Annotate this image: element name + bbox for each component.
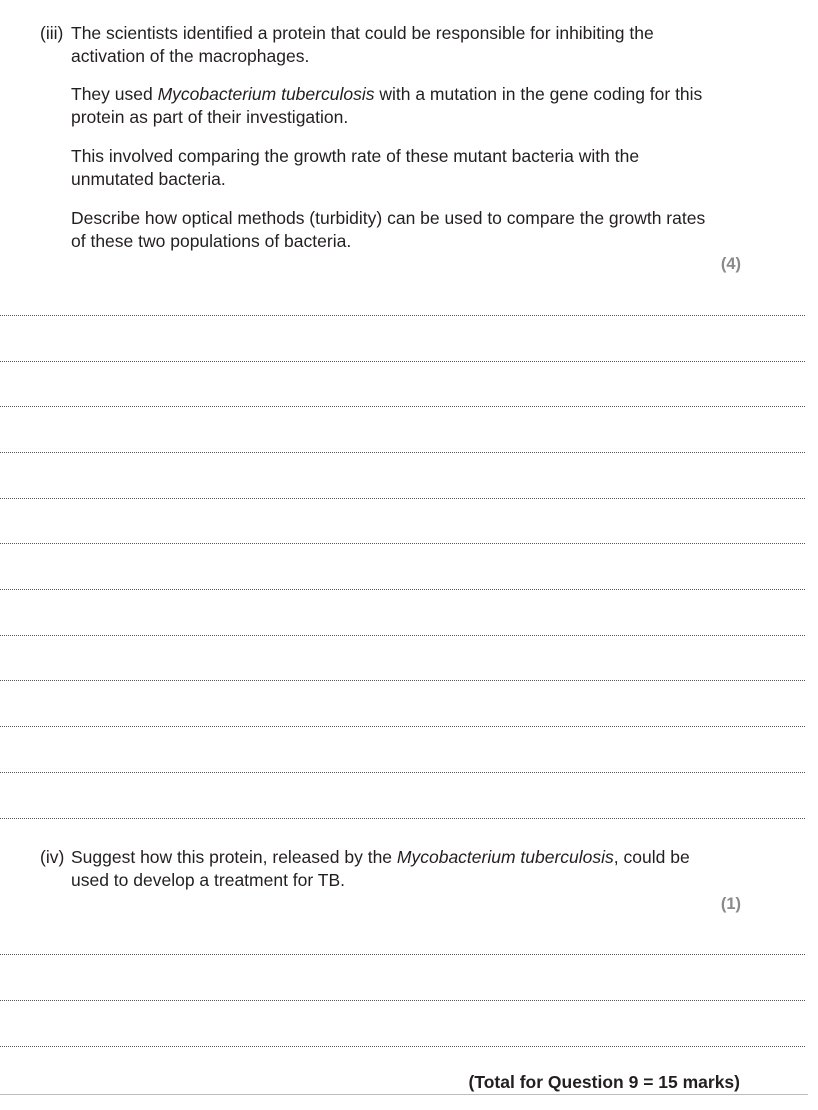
part-iii-label: (iii) [40, 23, 64, 43]
part-iv-marks: (1) [720, 895, 741, 913]
part-iv-text-start: Suggest how this protein, released by the [71, 847, 397, 867]
part-iii-paragraph-2-start: They used [71, 84, 158, 104]
species-name: Mycobacterium tuberculosis [157, 84, 375, 104]
part-iv-text-end: , could be used to develop a treatment for TB. [71, 847, 690, 890]
answer-line[interactable] [0, 543, 805, 544]
species-name: Mycobacterium tuberculosis [396, 847, 614, 867]
answer-line[interactable] [0, 406, 805, 407]
question-total: (Total for Question 9 = 15 marks) [468, 1072, 740, 1092]
answer-line[interactable] [0, 818, 805, 819]
part-iii-marks: (4) [720, 255, 741, 273]
part-iii-question-text: The scientists identified a protein that could be responsible for inhibiting the activation of the macrophages. [71, 23, 654, 66]
answer-line[interactable] [0, 954, 805, 955]
answer-line[interactable] [0, 589, 805, 590]
answer-line[interactable] [0, 726, 805, 727]
part-iii-paragraph-4: Describe how optical methods (turbidity) can be used to compare the growth rates of these two populations of bacteria. [71, 208, 706, 251]
answer-line[interactable] [0, 772, 805, 773]
part-iii-paragraph-2 [71, 83, 721, 129]
answer-line[interactable] [0, 498, 805, 499]
part-iii-paragraph-3: This involved comparing the growth rate of these mutant bacteria with the unmutated bacteria. [71, 146, 640, 189]
answer-line[interactable] [0, 635, 805, 636]
answer-line[interactable] [0, 1046, 805, 1047]
answer-line[interactable] [0, 680, 805, 681]
part-iv-question-text [71, 846, 721, 892]
answer-line[interactable] [0, 361, 805, 362]
part-iv-label: (iv) [40, 847, 65, 867]
answer-line[interactable] [0, 315, 805, 316]
part-iii-paragraph-2-end: with a mutation in the gene coding for this protein as part of their investigation. [71, 84, 703, 127]
answer-line[interactable] [0, 1000, 805, 1001]
answer-line[interactable] [0, 452, 805, 453]
page-bottom-rule [0, 1094, 808, 1095]
